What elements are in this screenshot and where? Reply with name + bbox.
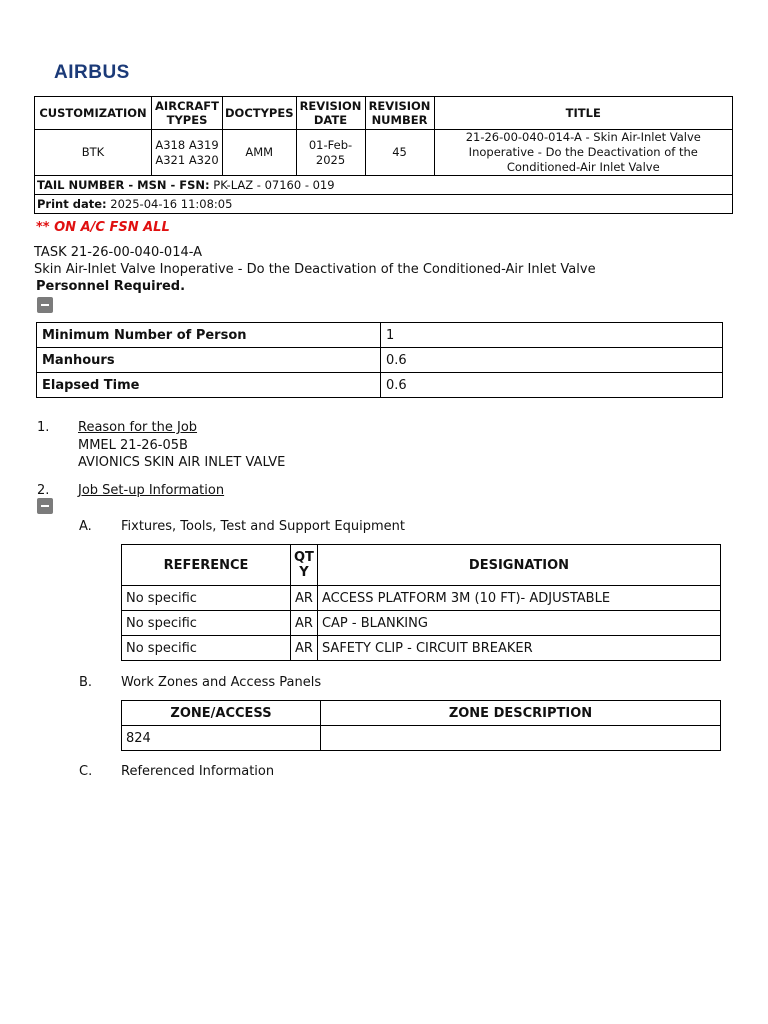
tail-number-value: PK-LAZ - 07160 - 019: [213, 178, 335, 192]
doctypes-value: AMM: [223, 130, 297, 176]
table-row: [122, 636, 721, 661]
section-1-line: MMEL 21-26-05B: [78, 438, 188, 453]
sub-a-letter: A.: [79, 519, 92, 534]
print-date-value: 2025-04-16 11:08:05: [110, 197, 233, 211]
table-row: [37, 373, 723, 398]
section-1-line: AVIONICS SKIN AIR INLET VALVE: [78, 455, 286, 470]
col-reference: REFERENCE: [122, 545, 291, 586]
applicability-note: ** ON A/C FSN ALL: [36, 220, 170, 235]
col-designation: DESIGNATION: [317, 545, 720, 586]
table-row: [122, 586, 721, 611]
col-revision-number: REVISION NUMBER: [365, 97, 434, 130]
tool-qty: AR: [291, 586, 318, 611]
col-qty: QTY: [291, 545, 318, 586]
aircraft-types-value: A318 A319 A321 A320: [152, 130, 223, 176]
tool-designation: SAFETY CLIP - CIRCUIT BREAKER: [317, 636, 720, 661]
table-row: [37, 323, 723, 348]
tool-designation: ACCESS PLATFORM 3M (10 FT)- ADJUSTABLE: [317, 586, 720, 611]
task-title: Skin Air-Inlet Valve Inoperative - Do the Deactivation of the Conditioned-Air Inlet Valve: [34, 262, 596, 277]
tool-reference: No specific: [122, 636, 291, 661]
revision-number-value: 45: [365, 130, 434, 176]
tail-number-label: TAIL NUMBER - MSN - FSN:: [37, 178, 210, 192]
sub-b-title: Work Zones and Access Panels: [121, 675, 322, 690]
tool-reference: No specific: [122, 586, 291, 611]
table-row: [122, 726, 721, 751]
personnel-value: 1: [381, 323, 723, 348]
personnel-table: [36, 322, 723, 398]
zones-table: [121, 700, 721, 751]
col-revision-date: REVISION DATE: [296, 97, 365, 130]
print-date-row: [35, 195, 733, 214]
personnel-heading: Personnel Required.: [36, 279, 186, 294]
airbus-logo: AIRBUS: [54, 62, 130, 83]
personnel-label: Elapsed Time: [37, 373, 381, 398]
col-doctypes: DOCTYPES: [223, 97, 297, 130]
document-header-table: [34, 96, 733, 214]
tail-number-row: [35, 176, 733, 195]
section-2-title[interactable]: Job Set-up Information: [78, 483, 225, 498]
sub-a-title: Fixtures, Tools, Test and Support Equipment: [121, 519, 405, 534]
personnel-label: Manhours: [37, 348, 381, 373]
collapse-setup-icon[interactable]: [37, 498, 53, 514]
section-1-number: 1.: [37, 420, 50, 435]
sub-c-title: Referenced Information: [121, 764, 275, 779]
personnel-value: 0.6: [381, 348, 723, 373]
collapse-personnel-icon[interactable]: [37, 297, 53, 313]
tool-qty: AR: [291, 636, 318, 661]
personnel-value: 0.6: [381, 373, 723, 398]
personnel-label: Minimum Number of Person: [37, 323, 381, 348]
print-date-label: Print date:: [37, 197, 107, 211]
task-block: [34, 244, 596, 278]
revision-date-value: 01-Feb-2025: [296, 130, 365, 176]
zone-access: 824: [122, 726, 321, 751]
sub-b-letter: B.: [79, 675, 93, 690]
tool-reference: No specific: [122, 611, 291, 636]
col-zone-access: ZONE/ACCESS: [122, 701, 321, 726]
col-zone-description: ZONE DESCRIPTION: [321, 701, 721, 726]
tools-table: [121, 544, 721, 661]
task-id: TASK 21-26-00-040-014-A: [34, 245, 203, 260]
tool-designation: CAP - BLANKING: [317, 611, 720, 636]
title-value: 21-26-00-040-014-A - Skin Air-Inlet Valve Inoperative - Do the Deactivation of the Conditioned-Air Inlet Valve: [434, 130, 732, 176]
section-2-number: 2.: [37, 483, 50, 498]
tool-qty: AR: [291, 611, 318, 636]
zone-description: [321, 726, 721, 751]
col-aircraft-types: AIRCRAFT TYPES: [152, 97, 223, 130]
col-customization: CUSTOMIZATION: [35, 97, 152, 130]
table-row: [37, 348, 723, 373]
col-title: TITLE: [434, 97, 732, 130]
customization-value: BTK: [35, 130, 152, 176]
section-1-title[interactable]: Reason for the Job: [78, 420, 198, 435]
table-row: [122, 611, 721, 636]
sub-c-letter: C.: [79, 764, 93, 779]
section-1-body: [78, 437, 285, 471]
